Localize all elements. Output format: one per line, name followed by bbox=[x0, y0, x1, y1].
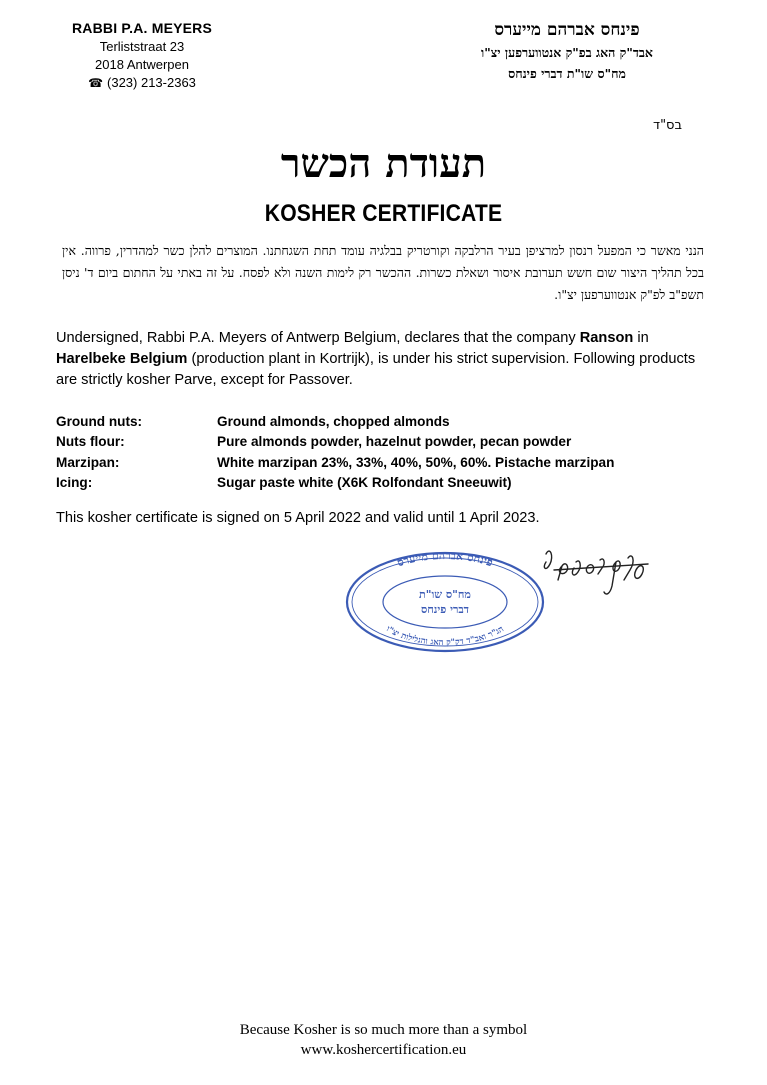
header-right-block bbox=[447, 20, 687, 82]
stamp-outer-top-text: פינחס אברהם מייערס bbox=[395, 548, 495, 570]
header-left-block bbox=[62, 20, 222, 90]
stamp-center-line-2: דברי פינחס bbox=[421, 603, 469, 616]
footer-slogan: Because Kosher is so much more than a symbol bbox=[239, 1022, 528, 1038]
phone-number: (323) 213-2363 bbox=[107, 75, 196, 90]
product-label: Nuts flour: bbox=[56, 434, 125, 450]
company-location: Harelbeke Belgium bbox=[56, 351, 188, 367]
product-row bbox=[56, 473, 614, 494]
hebrew-title-line-2: מח"ס שו"ת דברי פינחס bbox=[508, 66, 626, 81]
rabbinic-stamp bbox=[340, 545, 550, 655]
product-label: Icing: bbox=[56, 475, 93, 491]
stamp-outer-bottom-text: הג"ר ואב"ד דק"ק האג והגלילות יצ"ו bbox=[384, 624, 506, 649]
company-name: Ranson bbox=[579, 330, 634, 346]
product-label: Ground nuts: bbox=[56, 413, 143, 429]
product-row bbox=[56, 411, 614, 432]
stamp-center-line-1: מח"ס שו"ת bbox=[419, 588, 471, 601]
product-row bbox=[56, 432, 614, 453]
product-value: White marzipan 23%, 33%, 40%, 50%, 60%. Pistache marzipan bbox=[217, 454, 615, 470]
english-paragraph bbox=[56, 328, 706, 391]
product-value: Pure almonds powder, hazelnut powder, pecan powder bbox=[217, 434, 572, 450]
footer bbox=[0, 1020, 767, 1060]
product-value: Ground almonds, chopped almonds bbox=[217, 413, 450, 429]
title-hebrew: תעודת הכשר bbox=[280, 140, 487, 187]
signature bbox=[536, 540, 656, 610]
products-list bbox=[56, 411, 614, 493]
product-value: Sugar paste white (X6K Rolfondant Sneeuwit) bbox=[217, 475, 512, 491]
hebrew-paragraph: הנני מאשר כי המפעל רנסון למרציפן בעיר הרלבקה וקורטריק בבלגיה עומד תחת השגחתנו. המוצרים להלן כשר למהדרין, פרווה. אין בכל תהליך היצור שום חשש תערובת איסור ושאלת כשרות. ההכשר רק לימות השנה ולא לפסח. על זה באתי על החתום ביום ד' ניסן תשפ"ב לפ"ק אנטווערפען יצ"ו. bbox=[62, 243, 704, 302]
title-english: KOSHER CERTIFICATE bbox=[264, 200, 503, 227]
footer-website[interactable]: www.koshercertification.eu bbox=[300, 1042, 467, 1058]
phone-line bbox=[62, 75, 222, 90]
english-paragraph-part-2: in bbox=[633, 330, 649, 346]
rabbi-name: RABBI P.A. MEYERS bbox=[71, 20, 213, 36]
validity-statement: This kosher certificate is signed on 5 April 2022 and valid until 1 April 2023. bbox=[56, 510, 540, 526]
svg-text:פינחס אברהם מייערס bbox=[396, 549, 495, 569]
english-paragraph-part-3: (production plant in Kortrijk), is under his strict supervision. Following products are strictly kosher Parve, except for Passover. bbox=[56, 351, 696, 388]
city-address: 2018 Antwerpen bbox=[95, 57, 189, 72]
street-address: Terliststraat 23 bbox=[99, 39, 185, 54]
product-label: Marzipan: bbox=[56, 454, 120, 470]
product-row bbox=[56, 452, 614, 473]
bsd-mark: בס"ד bbox=[652, 118, 682, 133]
rabbi-name-hebrew: פינחס אברהם מייערס bbox=[494, 20, 640, 40]
phone-icon: ☎ bbox=[88, 76, 104, 90]
hebrew-title-line-1: אבד"ק האג בפ"ק אנטווערפען יצ"ו bbox=[481, 45, 653, 60]
english-paragraph-part-1: Undersigned, Rabbi P.A. Meyers of Antwerp Belgium, declares that the company bbox=[56, 330, 580, 346]
